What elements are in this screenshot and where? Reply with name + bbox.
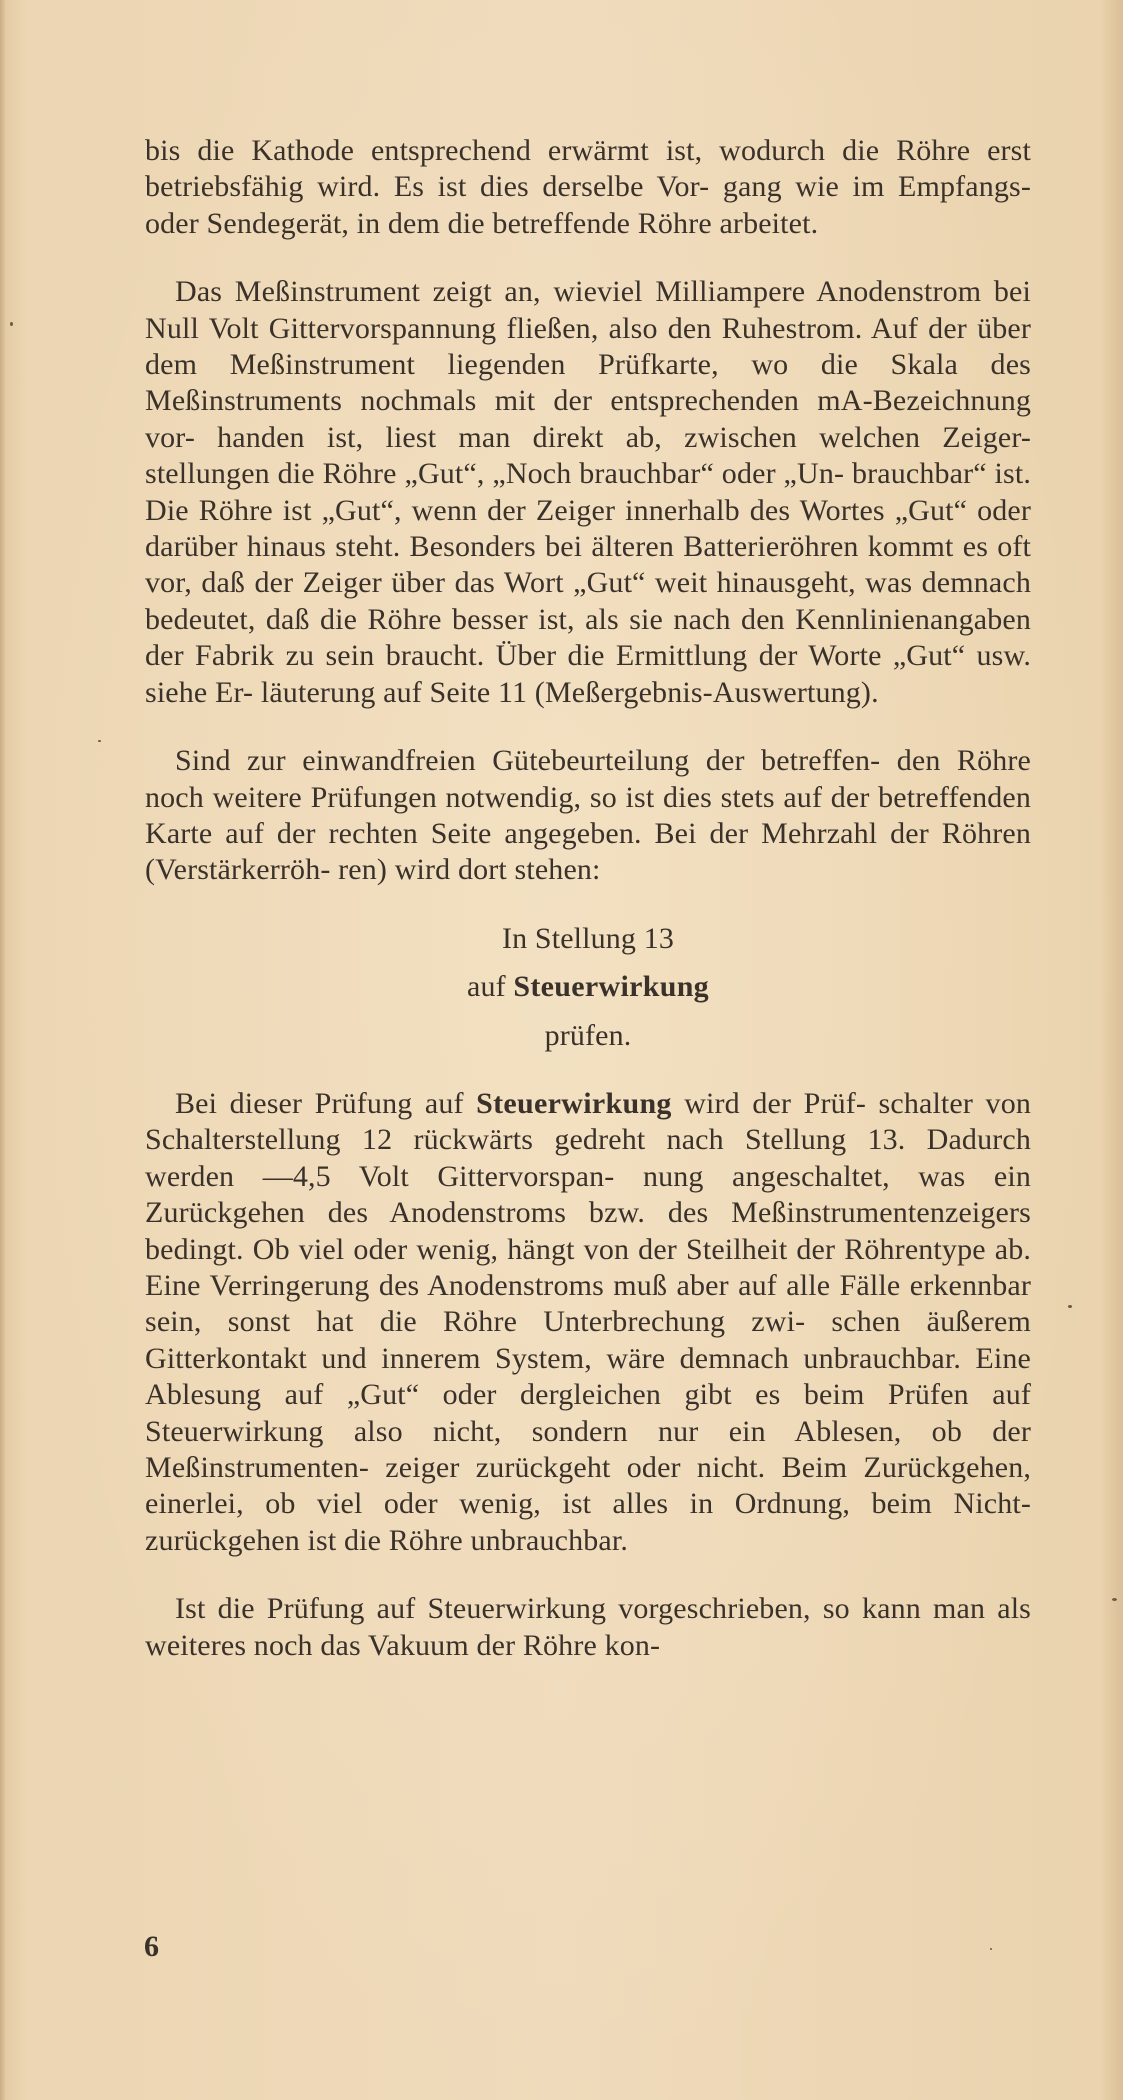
text-line: Sind zur einwandfreien Gütebeurteilung der betreffen- xyxy=(175,744,881,778)
text-line: dies stets auf der betreffenden Karte auf der rechten Seite xyxy=(145,780,1031,850)
text-line: erkennbar sein, sonst hat die Röhre Unterbrechung zwi- xyxy=(145,1268,1032,1339)
text-line: Verringerung des Anodenstroms muß aber auf alle Fälle xyxy=(209,1268,901,1302)
paragraph-3 xyxy=(145,743,1031,889)
text-line: Über die Ermittlung der Worte „Gut“ usw. siehe Er- xyxy=(145,639,1032,709)
paragraph-5 xyxy=(145,1591,1031,1664)
paper-speck xyxy=(990,1948,992,1950)
text-line: kann man als weiteres noch das Vakuum der Röhre kon- xyxy=(145,1592,1032,1662)
text-line: nach den Kennlinienangaben der Fabrik zu sein braucht. xyxy=(145,602,1031,673)
text-line: schen äußerem Gitterkontakt und innerem System, wäre xyxy=(145,1305,1031,1375)
instruction-line-2 xyxy=(145,969,1031,1005)
text-line: gang wie im Empfangs- oder Sendegerät, in dem die xyxy=(145,170,1031,240)
text-line: betreffende Röhre arbeitet. xyxy=(492,206,819,240)
text-line: nicht, sondern nur ein Ablesen, ob der Meßinstrumenten- xyxy=(145,1414,1032,1484)
paragraph-gap xyxy=(145,1054,1031,1086)
text-line: schalter von Schalterstellung 12 rückwärts gedreht nach xyxy=(145,1086,1031,1157)
instruction-prefix: auf xyxy=(467,970,514,1004)
text-line: demnach unbrauchbar. Eine Ablesung auf „Gut“ oder xyxy=(145,1341,1031,1412)
paragraph-2 xyxy=(145,274,1031,711)
text-line: den Röhre noch weitere Prüfungen notwendig, so ist xyxy=(145,744,1031,814)
text-line: ren) wird dort stehen: xyxy=(338,853,601,887)
text-fragment: Bei dieser Prüfung auf xyxy=(175,1086,477,1120)
instruction-keyword: Steuerwirkung xyxy=(513,970,709,1004)
paper-speck xyxy=(1068,1305,1072,1308)
text-line: liegenden Prüfkarte, wo die Skala des Meßinstruments xyxy=(145,348,1031,418)
text-line: Ist die Prüfung auf Steuerwirkung vorgeschrieben, so xyxy=(175,1592,850,1626)
text-line: Röhre erst betriebsfähig wird. Es ist dies derselbe Vor- xyxy=(145,134,1031,204)
paper-speck xyxy=(10,322,13,326)
page-left-edge xyxy=(0,0,6,2100)
text-line: Besonders bei älteren Batterieröhren kommt es oft vor, xyxy=(145,530,1031,600)
text-line: Stellung 13. Dadurch werden —4,5 Volt Gittervorspan- xyxy=(145,1123,1031,1193)
paper-speck xyxy=(98,740,101,742)
text-line: läuterung auf Seite 11 (Meßergebnis-Auswertung). xyxy=(260,675,879,709)
text-line: Das Meßinstrument zeigt an, wieviel Milliampere xyxy=(175,275,806,309)
text-line: zeiger zurückgeht oder nicht. Beim Zurückgehen, einerlei, xyxy=(145,1451,1031,1521)
text-line: brauchbar“ ist. Die Röhre ist „Gut“, wenn der Zeiger xyxy=(145,457,1031,527)
instruction-line-3: prüfen. xyxy=(544,1018,632,1052)
text-line: bis die Kathode entsprechend erwärmt ist, wodurch die xyxy=(145,134,880,167)
paragraph-gap xyxy=(145,242,1031,274)
paragraph-gap xyxy=(145,711,1031,743)
text-line: nochmals mit der entsprechenden mA-Bezeichnung vor- xyxy=(145,384,1031,454)
text-line: wenig, hängt von der Steilheit der Röhrentype ab. Eine xyxy=(145,1232,1032,1302)
paragraph-4 xyxy=(145,1086,1031,1559)
text-line: also den Ruhestrom. Auf der über dem Meßinstrument xyxy=(145,311,1031,382)
text-line: ob viel oder wenig, ist alles in Ordnung, beim Nicht- xyxy=(265,1487,1031,1521)
text-line: handen ist, liest man direkt ab, zwischen welchen Zeiger- xyxy=(217,420,1031,454)
text-fragment: wird der Prüf- xyxy=(671,1086,867,1120)
text-line: was demnach bedeutet, daß die Röhre besser ist, als sie xyxy=(145,566,1031,636)
instruction-line-1: In Stellung 13 xyxy=(501,921,675,955)
text-line: bzw. des Meßinstrumentenzeigers bedingt. Ob viel oder xyxy=(145,1196,1031,1266)
text-line: daß der Zeiger über das Wort „Gut“ weit hinausgeht, xyxy=(201,566,856,600)
keyword-steuerwirkung: Steuerwirkung xyxy=(476,1086,672,1120)
text-line: nung angeschaltet, was ein Zurückgehen des Anodenstroms xyxy=(145,1159,1031,1230)
text-line: stellungen die Röhre „Gut“, „Noch brauchbar“ oder „Un- xyxy=(145,457,845,491)
text-line: angegeben. Bei der Mehrzahl der Röhren (Verstärkerröh- xyxy=(145,816,1032,887)
paragraph-1 xyxy=(145,133,1031,242)
text-line: innerhalb des Wortes „Gut“ oder darüber hinaus steht. xyxy=(145,493,1031,564)
text-line: zurückgehen ist die Röhre unbrauchbar. xyxy=(145,1523,629,1557)
body-text xyxy=(145,133,1031,1664)
paragraph-gap xyxy=(145,1559,1031,1591)
paper-speck xyxy=(1112,1598,1117,1601)
page-number: 6 xyxy=(144,1930,159,1963)
text-line: dergleichen gibt es beim Prüfen auf Steuerwirkung also xyxy=(145,1378,1032,1448)
text-line: Anodenstrom bei Null Volt Gittervorspannung fließen, xyxy=(145,275,1032,345)
